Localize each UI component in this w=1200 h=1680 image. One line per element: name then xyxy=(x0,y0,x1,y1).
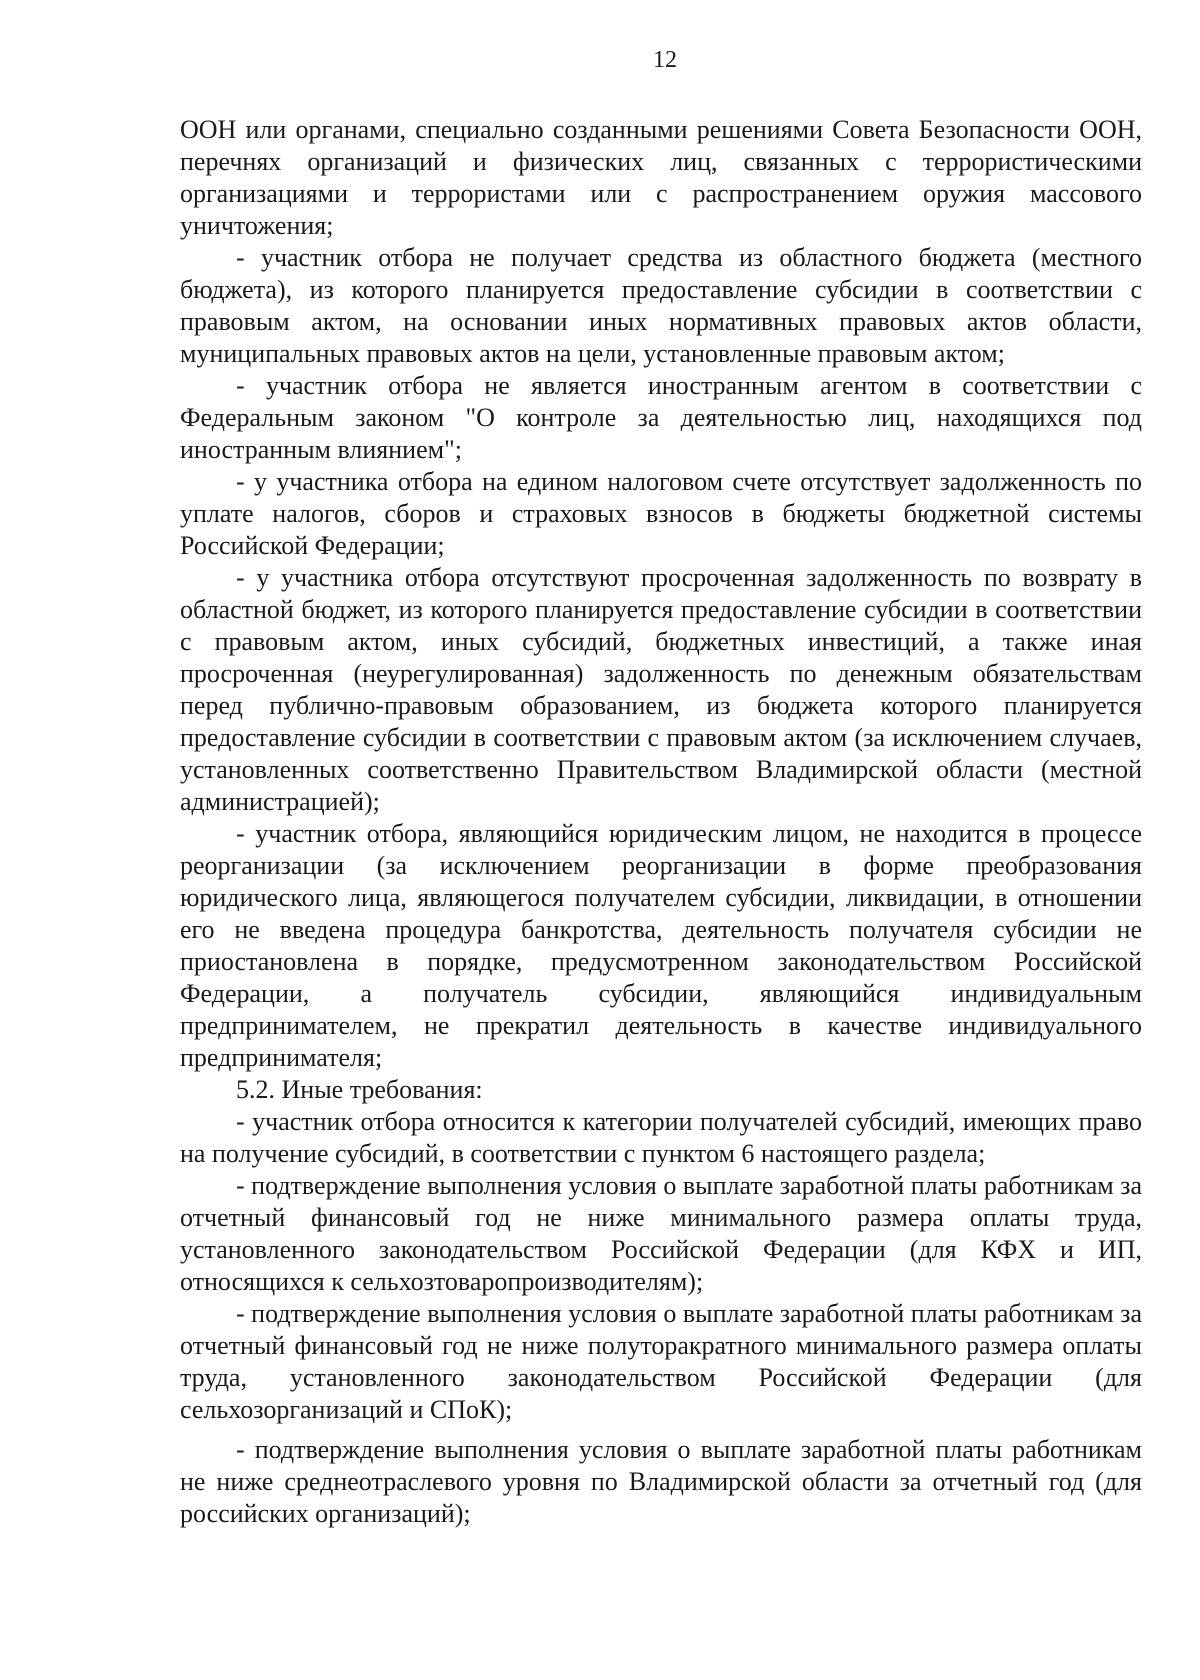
paragraph-no-tax-debt: - у участника отбора на едином налоговом счете отсутствует задолженность по уплате налогов, сборов и страховых взносов в бюджеты бюджетной системы Российской Федерации; xyxy=(180,467,1142,560)
paragraph-no-reorganization: - участник отбора, являющийся юридическим лицом, не находится в процессе реорганизации (за исключением реорганизации в форме преобразования юридического лица, являющегося получателем субсидии, ликвидации, в отношении его не введена процедура банкротства, деятельность получателя субсидии не приостановлена в порядке, предусмотренном законодательством Российской Федерации, а получатель субсидии, являющийся индивидуальным предпринимателем, не прекратил деятельность в качестве индивидуального предпринимателя; xyxy=(180,819,1142,1072)
paragraph-no-overdue-debt: - у участника отбора отсутствуют просроченная задолженность по возврату в областной бюджет, из которого планируется предоставление субсидии в соответствии с правовым актом, иных субсидий, бюджетных инвестиций, а также иная просроченная (неурегулированная) задолженность по денежным обязательствам перед публично-правовым образованием, из бюджета которого планируется предоставление субсидии в соответствии с правовым актом (за исключением случаев, установленных соответственно Правительством Владимирской области (местной администрацией); xyxy=(180,563,1142,816)
paragraph-not-foreign-agent: - участник отбора не является иностранным агентом в соответствии с Федеральным законом "О контроле за деятельностью лиц, находящихся под иностранным влиянием"; xyxy=(180,371,1142,464)
section-heading-other-requirements: 5.2. Иные требования: xyxy=(236,1075,483,1104)
paragraph-salary-one-and-half-min-wage: - подтверждение выполнения условия о выплате заработной платы работникам за отчетный финансовый год не ниже полуторакратного минимального размера оплаты труда, установленного законодательством Российской Федерации (для сельхозорганизаций и СПоК); xyxy=(180,1299,1142,1424)
document-body xyxy=(180,114,1142,1530)
page-number: 12 xyxy=(653,47,677,73)
paragraph-recipient-category: - участник отбора относится к категории получателей субсидий, имеющих право на получение субсидий, в соответствии с пунктом 6 настоящего раздела; xyxy=(180,1107,1142,1168)
paragraph-salary-sector-average: - подтверждение выполнения условия о выплате заработной платы работникам не ниже среднеотраслевого уровня по Владимирской области за отчетный год (для российских организаций); xyxy=(180,1435,1142,1528)
paragraph-no-regional-funds: - участник отбора не получает средства из областного бюджета (местного бюджета), из которого планируется предоставление субсидии в соответствии с правовым актом, на основании иных нормативных правовых актов области, муниципальных правовых актов на цели, установленные правовым актом; xyxy=(180,243,1142,368)
paragraph-continuation: ООН или органами, специально созданными решениями Совета Безопасности ООН, перечнях организаций и физических лиц, связанных с террористическими организациями и террористами или с распространением оружия массового уничтожения; xyxy=(180,115,1142,240)
paragraph-salary-min-wage: - подтверждение выполнения условия о выплате заработной платы работникам за отчетный финансовый год не ниже минимального размера оплаты труда, установленного законодательством Российской Федерации (для КФХ и ИП, относящихся к сельхозтоваропроизводителям); xyxy=(180,1171,1142,1296)
